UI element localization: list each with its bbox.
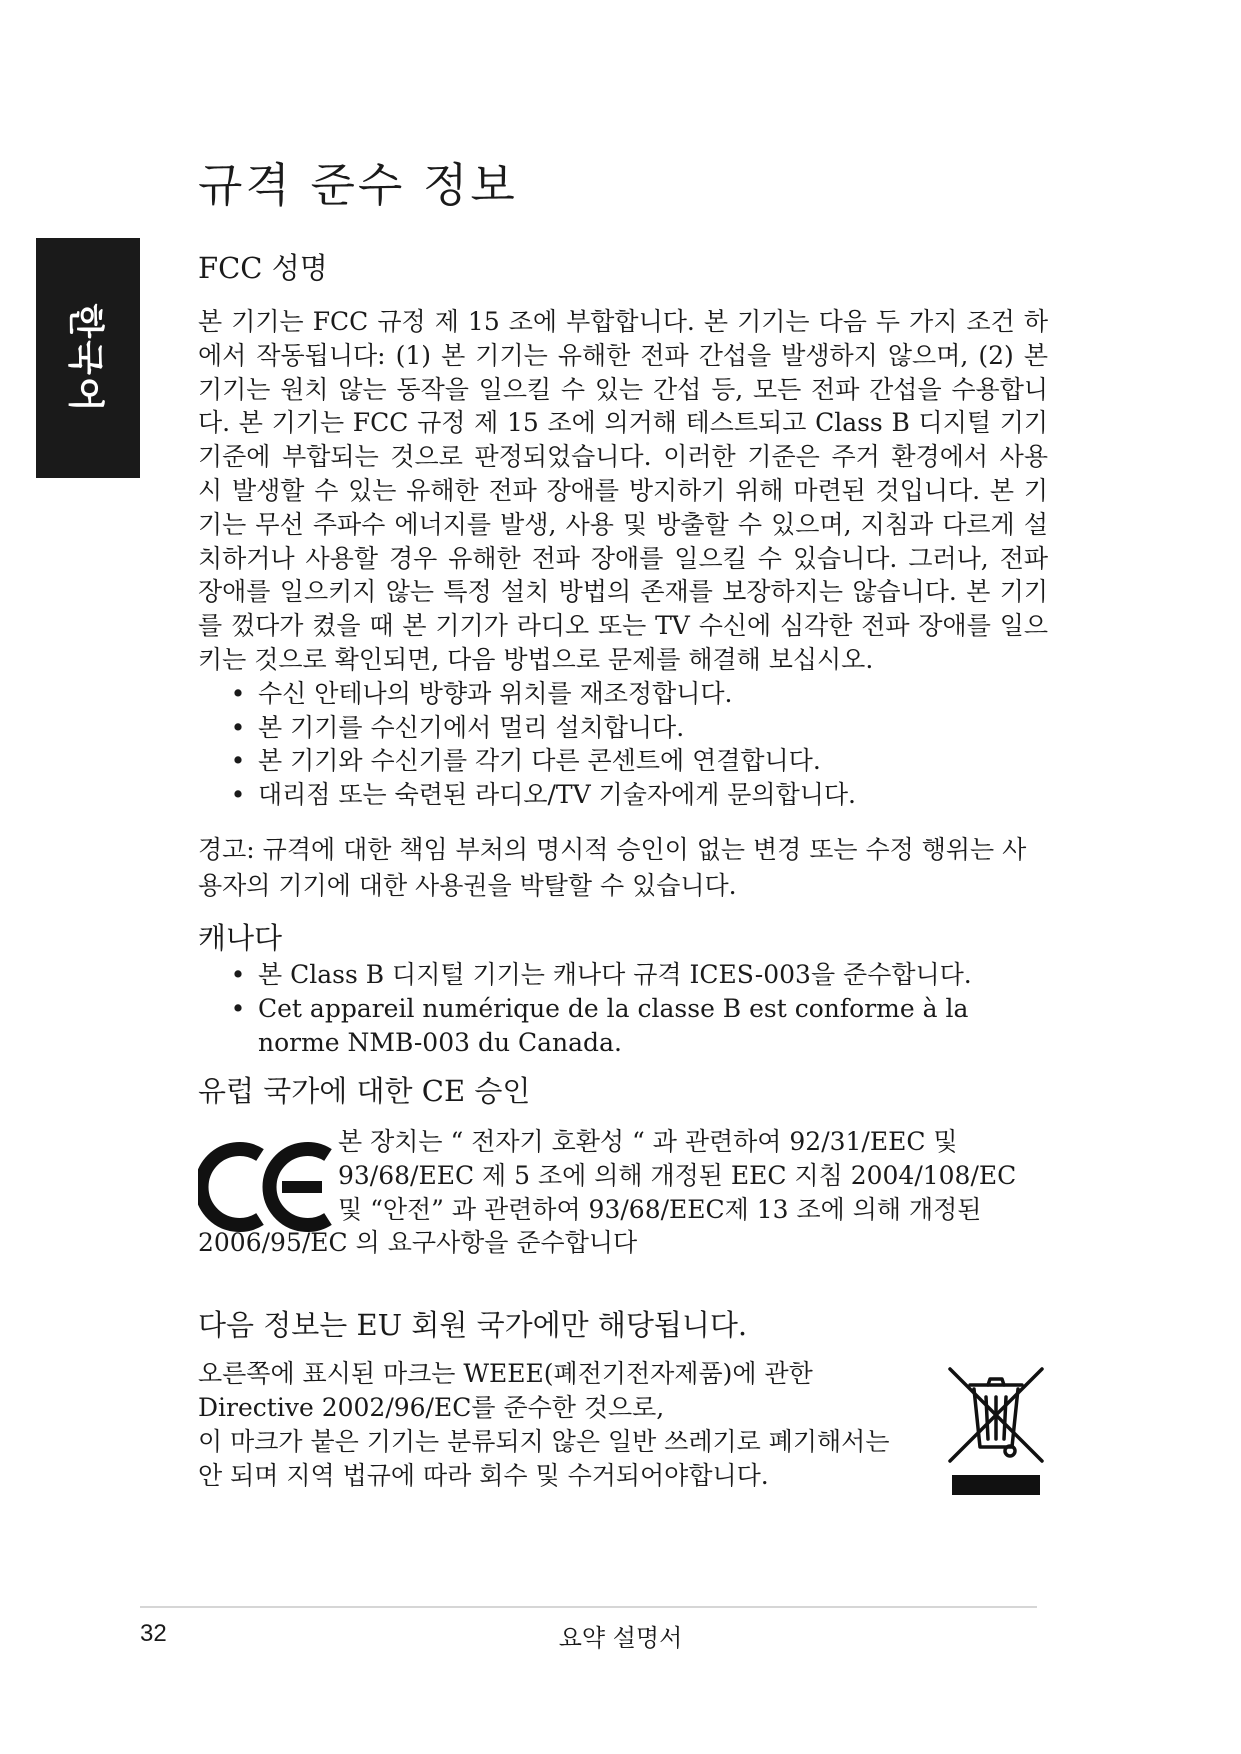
weee-crossed-bin-icon xyxy=(946,1361,1046,1497)
weee-line: 오른쪽에 표시된 마크는 WEEE(폐전기전자제품)에 관한 xyxy=(198,1359,813,1389)
ce-statement-last-line: 2006/95/EC 의 요구사항을 준수합니다 xyxy=(198,1228,638,1258)
bullet-icon: • xyxy=(230,780,246,810)
weee-line: 안 되며 지역 법규에 따라 회수 및 수거되어야합니다. xyxy=(198,1460,769,1490)
weee-line: Directive 2002/96/EC를 준수한 것으로, xyxy=(198,1393,665,1423)
page-number: 32 xyxy=(140,1620,167,1647)
ce-heading: 유럽 국가에 대한 CE 승인 xyxy=(198,1074,531,1109)
bullet-icon: • xyxy=(230,959,246,989)
list-item: • Cet appareil numérique de la classe B est conforme à la norme NMB-003 du Canada. xyxy=(228,992,1048,1060)
list-item: • 본 기기를 수신기에서 멀리 설치합니다. xyxy=(228,711,1048,745)
list-item: • 대리점 또는 숙련된 라디오/TV 기술자에게 문의합니다. xyxy=(228,778,1048,812)
footer-title: 요약 설명서 xyxy=(558,1624,683,1652)
weee-line: 이 마크가 붙은 기기는 분류되지 않은 일반 쓰레기로 폐기해서는 xyxy=(198,1426,890,1456)
canada-heading: 캐나다 xyxy=(198,920,283,955)
language-side-tab xyxy=(36,238,140,478)
bullet-icon: • xyxy=(230,746,246,776)
bullet-icon: • xyxy=(230,678,246,708)
language-side-tab-label: 한국어 xyxy=(64,302,106,414)
ce-block xyxy=(198,1125,1048,1261)
canada-list xyxy=(198,958,1048,1059)
fcc-warning: 경고: 규격에 대한 책임 부처의 명시적 승인이 없는 변경 또는 수정 행위는 사용자의 기기에 대한 사용권을 박탈할 수 있습니다. xyxy=(198,834,1027,900)
list-item: • 수신 안테나의 방향과 위치를 재조정합니다. xyxy=(228,677,1048,711)
eu-heading: 다음 정보는 EU 회원 국가에만 해당됩니다. xyxy=(198,1308,748,1343)
footer-divider xyxy=(140,1606,1037,1608)
weee-block xyxy=(198,1357,1048,1492)
bullet-icon: • xyxy=(230,993,246,1023)
main-content xyxy=(198,150,1048,1493)
list-item: • 본 기기와 수신기를 각기 다른 콘센트에 연결합니다. xyxy=(228,744,1048,778)
ce-statement: 본 장치는 “ 전자기 호환성 “ 과 관련하여 92/31/EEC 및 93/68/EEC 제 5 조에 의해 개정된 EEC 지침 2004/108/EC 및 “안전” 과 관련하여 93/68/EEC제 13 조에 의해 개정된 xyxy=(338,1127,1017,1224)
list-item: • 본 Class B 디지털 기기는 캐나다 규격 ICES-003을 준수합니다. xyxy=(228,958,1048,992)
fcc-heading: FCC 성명 xyxy=(198,251,328,285)
page-title: 규격 준수 정보 xyxy=(198,158,518,212)
weee-statement xyxy=(198,1357,938,1492)
fcc-statement: 본 기기는 FCC 규정 제 15 조에 부합합니다. 본 기기는 다음 두 가지 조건 하에서 작동됩니다: (1) 본 기기는 유해한 전파 간섭을 발생하지 않으며, (2) 본 기기는 원치 않는 동작을 일으킬 수 있는 간섭 등, 모든 전파 간섭을 수용합니다. 본 기기는 FCC 규정 제 15 조에 의거해 테스트되고 Class B 디지털 기기 기준에 부합되는 것으로 판정되었습니다. 이러한 기준은 주거 환경에서 사용 시 발생할 수 있는 유해한 전파 장애를 방지하기 위해 마련된 것입니다. 본 기기는 무선 주파수 에너지를 발생, 사용 및 방출할 수 있으며, 지침과 다르게 설치하거나 사용할 경우 유해한 전파 장애를 일으킬 수 있습니다. 그러나, 전파 장애를 일으키지 않는 특정 설치 방법의 존재를 보장하지는 않습니다. 본 기기를 껐다가 켰을 때 본 기기가 라디오 또는 TV 수신에 심각한 전파 장애를 일으키는 것으로 확인되면, 다음 방법으로 문제를 해결해 보십시오. xyxy=(198,307,1048,674)
ce-mark-icon xyxy=(198,1137,338,1237)
bullet-icon: • xyxy=(230,712,246,742)
fcc-remedy-list xyxy=(198,677,1048,812)
